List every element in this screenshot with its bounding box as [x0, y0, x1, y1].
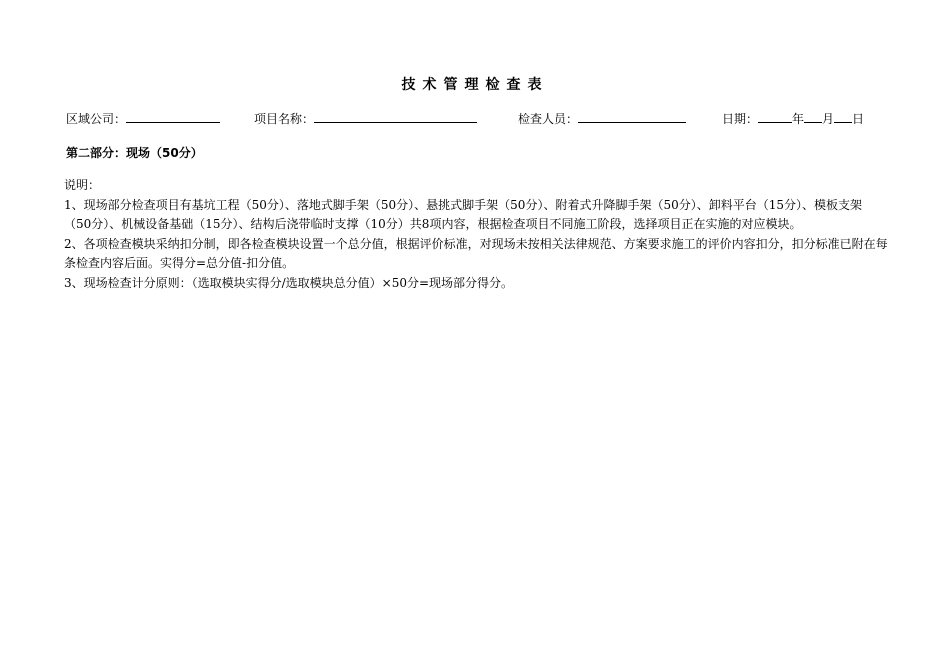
inspector-field — [518, 110, 686, 127]
year-blank — [758, 110, 792, 123]
month-unit: 月 — [822, 112, 835, 126]
day-unit: 日 — [852, 112, 865, 126]
project-label: 项目名称： — [254, 112, 315, 126]
note-item-2: 2、各项检查模块采纳扣分制，即各检查模块设置一个总分值，根据评价标准，对现场未按相关法律规范、方案要求施工的评价内容扣分，扣分标准已附在每条检查内容后面。实得分=总分值-扣分值。 — [64, 236, 888, 270]
date-field — [722, 110, 864, 127]
day-blank — [834, 110, 852, 123]
company-field — [66, 110, 220, 127]
inspector-label: 检查人员： — [518, 112, 579, 126]
year-unit: 年 — [792, 112, 805, 126]
project-blank — [314, 110, 477, 123]
inspector-blank — [578, 110, 686, 123]
date-label: 日期： — [722, 112, 759, 126]
document-title: 技术管理检查表 — [401, 77, 549, 93]
note-item-1: 1、现场部分检查项目有基坑工程（50分）、落地式脚手架（50分）、悬挑式脚手架（50分）、附着式升降脚手架（50分）、卸料平台（15分）、模板支架（50分）、机械设备基础（15分）、结构后浇带临时支撑（10分）共8项内容，根据检查项目不同施工阶段，选择项目正在实施的对应模块。 — [64, 197, 862, 231]
company-blank — [126, 110, 220, 123]
month-blank — [804, 110, 822, 123]
project-field — [254, 110, 477, 127]
note-item-3: 3、现场检查计分原则：（选取模块实得分/选取模块总分值）×50分=现场部分得分。 — [64, 275, 514, 290]
company-label: 区域公司： — [66, 112, 127, 126]
notes-block — [64, 176, 888, 293]
notes-heading: 说明： — [64, 178, 101, 192]
section-heading: 第二部分：现场（50分） — [66, 146, 203, 160]
